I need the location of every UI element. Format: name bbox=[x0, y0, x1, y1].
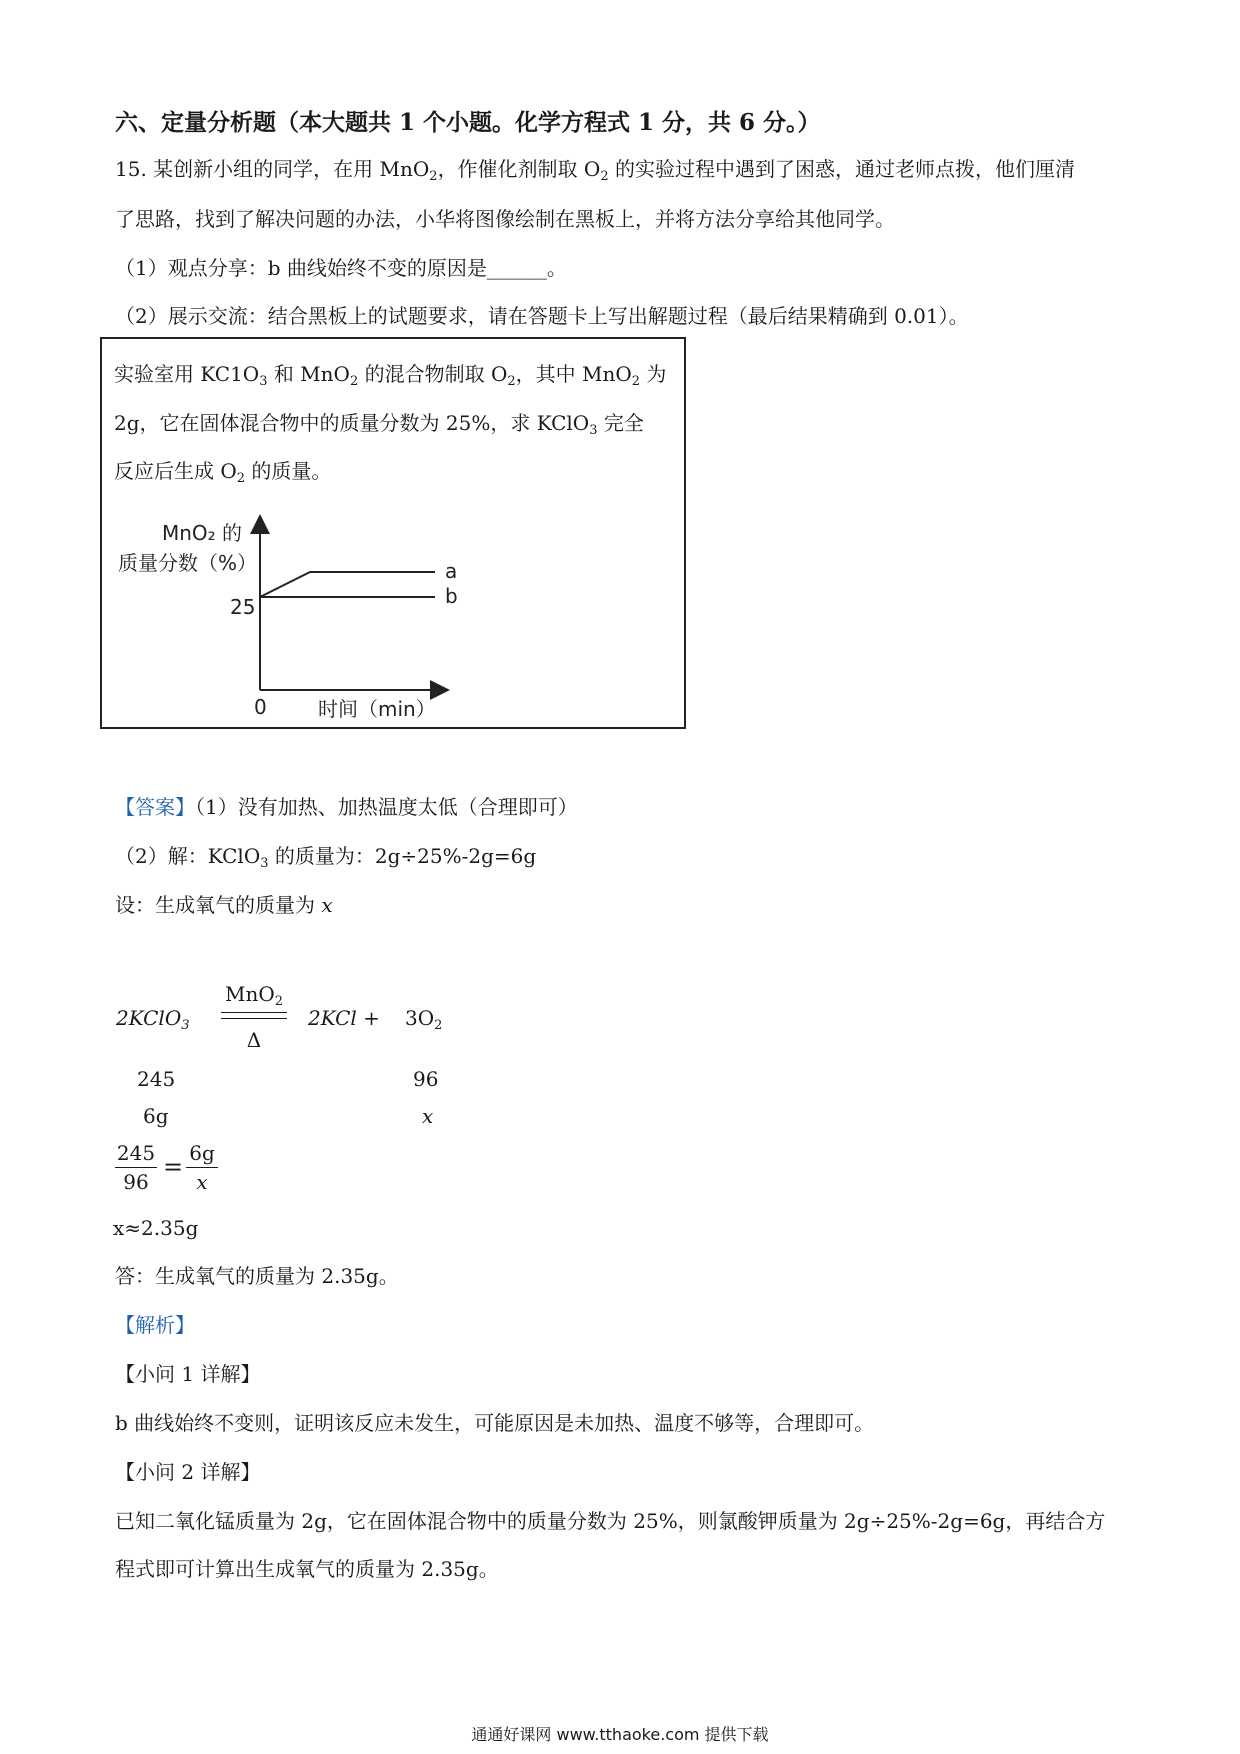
y-tick-label: 25 bbox=[230, 595, 256, 619]
fraction-left: $\frac{245}{96}$ bbox=[116, 1141, 156, 1194]
molar-mass-o2: 96 bbox=[413, 1067, 439, 1091]
x-axis-label: 时间（min） bbox=[318, 697, 436, 720]
equation-product-1: 2KCl + bbox=[308, 1006, 380, 1030]
series-label-a: a bbox=[445, 559, 458, 583]
answer-conclusion: 答：生成氧气的质量为 2.35g。 bbox=[115, 1264, 399, 1288]
equation-catalyst: MnO$_2$ bbox=[224, 982, 284, 1009]
equation-heat-symbol: Δ bbox=[246, 1028, 262, 1052]
page-footer: 通通好课网 www.tthaoke.com 提供下载 bbox=[471, 1725, 769, 1744]
result: x≈2.35g bbox=[113, 1216, 199, 1240]
answer-part-2: （2）解：KClO$_3$ 的质量为：2g÷25%-2g=6g bbox=[115, 844, 537, 871]
question-line-1: 15. 某创新小组的同学，在用 MnO$_2$，作催化剂制取 $O_2$ 的实验过程中遇到了困惑，通过老师点拨，他们厘清 bbox=[115, 157, 1075, 184]
unknown-mass: x bbox=[422, 1104, 434, 1128]
fraction-right: $\frac{6g}{x}$ bbox=[186, 1139, 218, 1196]
answer-part-1: 【答案】（1）没有加热、加热温度太低（合理即可） bbox=[115, 795, 578, 819]
analysis-tag: 【解析】 bbox=[115, 1313, 195, 1337]
analysis-sub1-text: b 曲线始终不变则，证明该反应未发生，可能原因是未加热、温度不够等，合理即可。 bbox=[115, 1411, 875, 1435]
answer-let: 设：生成氧气的质量为 x bbox=[115, 893, 333, 917]
mno2-fraction-chart bbox=[100, 500, 500, 720]
box-line-1: 实验室用 $KC1O_3$ 和 MnO$_2$ 的混合物制取 $O_2$，其中 MnO$_2$ 为 bbox=[114, 362, 667, 389]
question-line-2: 了思路，找到了解决问题的办法，小华将图像绘制在黑板上，并将方法分享给其他同学。 bbox=[115, 207, 895, 231]
series-label-b: b bbox=[445, 584, 458, 608]
analysis-sub2-text-line-2: 程式即可计算出生成氧气的质量为 2.35g。 bbox=[115, 1557, 499, 1581]
question-part-2: （2）展示交流：结合黑板上的试题要求，请在答题卡上写出解题过程（最后结果精确到 0.01）。 bbox=[115, 304, 969, 328]
box-line-2: 2g，它在固体混合物中的质量分数为 25%，求 KClO$_3$ 完全 bbox=[114, 411, 644, 438]
analysis-sub2-text-line-1: 已知二氧化锰质量为 2g，它在固体混合物中的质量分数为 25%，则氯酸钾质量为 2g÷25%-2g=6g，再结合方 bbox=[115, 1509, 1106, 1533]
answer-tag: 【答案】 bbox=[115, 795, 195, 819]
analysis-sub2-title: 【小问 2 详解】 bbox=[115, 1460, 261, 1484]
section-heading: 六、定量分析题（本大题共 1 个小题。化学方程式 1 分，共 6 分。） bbox=[115, 109, 821, 136]
y-axis-label-line-2: 质量分数（%） bbox=[118, 551, 258, 575]
question-part-1: （1）观点分享：b 曲线始终不变的原因是______。 bbox=[115, 256, 567, 280]
molar-mass-kclo3: 245 bbox=[137, 1067, 176, 1091]
given-mass: 6g bbox=[143, 1104, 169, 1128]
equation-product-2: $3O_2$ bbox=[405, 1006, 443, 1033]
y-axis-label-line-1: MnO₂ 的 bbox=[162, 521, 243, 545]
equation-reactant: 2KClO$_3$ bbox=[116, 1006, 190, 1033]
origin-label: 0 bbox=[254, 695, 267, 719]
box-line-3: 反应后生成 $O_2$ 的质量。 bbox=[114, 459, 332, 486]
equals-sign: = bbox=[163, 1153, 184, 1181]
equation-bar-bottom bbox=[221, 1018, 287, 1019]
series-line-a bbox=[260, 572, 435, 597]
equation-bar-top bbox=[221, 1012, 287, 1013]
analysis-sub1-title: 【小问 1 详解】 bbox=[115, 1362, 261, 1386]
